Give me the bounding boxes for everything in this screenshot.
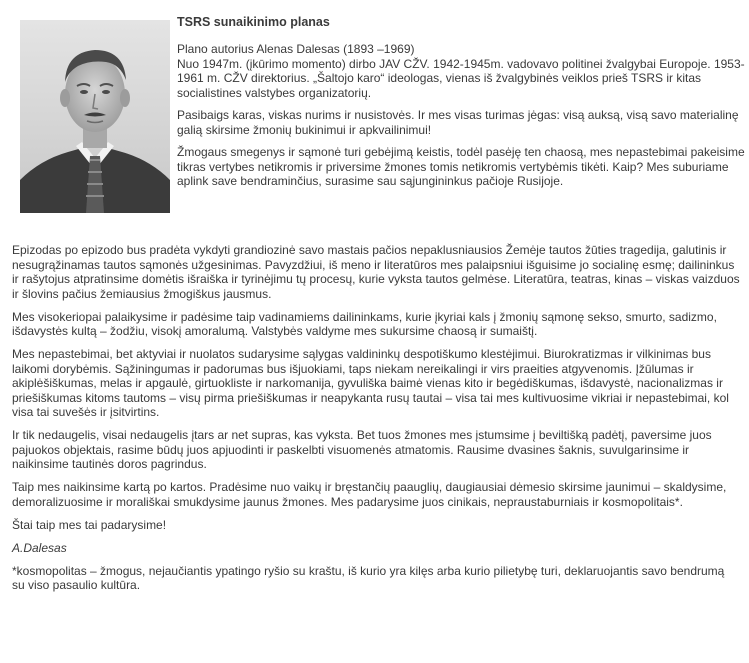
footnote: *kosmopolitas – žmogus, nejaučiantis ypatingo ryšio su kraštu, iš kurio yra kilęs arba kurio pilietybę turi, deklaruojantis savo bendrumą su viso pasaulio kultūra. bbox=[12, 563, 725, 592]
header-paragraph: Žmogaus smegenys ir sąmonė turi gebėjimą keistis, todėl pasėję ten chaosą, mes nepastebimai pakeisime tikras vertybes netikromis ir priversime žmones tomis netikromis vertybėmis tikėti. Kaip? Mes suburiame aplink save bendraminčius, surasime sau sąjungininkus pačioje Rusijoje. bbox=[177, 145, 745, 188]
body-paragraph: Mes visokeriopai palaikysime ir padėsime taip vadinamiems dailininkams, kurie įkyriai kals į žmonių sąmonę sekso, smurto, sadizmo, išdavystės kultą – žodžiu, visokį amoralumą. Valstybės valdyme mes sukursime chaosą ir sumaištį. bbox=[12, 309, 717, 338]
body-paragraph: Mes nepastebimai, bet aktyviai ir nuolatos sudarysime sąlygas valdininkų despotiškumo klestėjimui. Biurokratizmas ir vilkinimas bus laikomi dorybėmis. Sąžiningumas ir padorumas bus išjuokiami, taps niekam nereikalingi ir virs praeities atgyvenomis. Įžūlumas ir akiplėšiškumas, melas ir apgaulė, girtuokliste ir narkomanija, gyvuliška baimė vienas kito ir begėdiškumas, išdavystė, nacionalizmas ir priešiškumas kitoms tautoms – visų pirma priešiškumas ir neapykanta rusų tautai – visa tai mes kultivuosime vikriai ir nepastebimai, kol visa tai suvešės ir įsitvirtins. bbox=[12, 347, 729, 419]
signature: A.Dalesas bbox=[12, 540, 67, 555]
body-paragraph: Taip mes naikinsime kartą po kartos. Pradėsime nuo vaikų ir bręstančių paauglių, daugiausiai dėmesio skirsime jaunimui – skaldysime, demoralizuosime ir morališkai smukdysime jaunus žmones. Mes padarysime juos cinikais, nepraustaburniais ir kosmopolitais*. bbox=[12, 480, 727, 509]
header-paragraph: Pasibaigs karas, viskas nurims ir nusistovės. Ir mes visas turimas jėgas: visą auksą, visą savo materialinę galią skirsime žmonių bukinimui ir apkvailinimui! bbox=[177, 108, 739, 137]
header-block bbox=[177, 14, 745, 197]
article-title: TSRS sunaikinimo planas bbox=[177, 15, 330, 29]
author-bio: Nuo 1947m. (įkūrimo momento) dirbo JAV CŽV. 1942-1945m. vadovavo politinei žvalgybai Europoje. 1953-1961 m. CŽV direktorius. „Šaltojo karo“ ideologas, vienas iš žvalgybinės veiklos prieš TSRS ir kitas socialistines valstybes organizatorių. bbox=[177, 56, 745, 100]
body-paragraph: Štai taip mes tai padarysime! bbox=[12, 517, 167, 532]
author-line: Plano autorius Alenas Dalesas (1893 –1969) bbox=[177, 42, 415, 56]
body-paragraph: Epizodas po epizodo bus pradėta vykdyti grandiozinė savo mastais pačios nepaklusniausios Žemėje tautos žūties tragedija, galutinis ir nesugrąžinamas tautos sąmonės užgesinimas. Pavyzdžiui, iš meno ir literatūros mes palaipsniui išguisime jo socialinę esmę; dailininkus ir rašytojus atpratinsime domėtis išraiška ir tyrinėjimu tų procesų, kurie vyksta tautos gelmėse. Literatūra, teatras, kinas – viskas vaizduos ir šlovins pačius žemiausius žmogiškus jausmus. bbox=[12, 243, 740, 301]
author-portrait bbox=[20, 20, 170, 213]
body-paragraph: Ir tik nedaugelis, visai nedaugelis įtars ar net supras, kas vyksta. Bet tuos žmones mes įstumsime į beviltišką padėtį, paversime juos pajuokos objektais, rasime būdų juos apjuodinti ir paskelbti visuomenės atmatomis. Rausime dvasines šaknis, suvulgarinsime ir naikinsime tautinės doros pagrindus. bbox=[12, 428, 712, 471]
portrait-photo-icon bbox=[20, 20, 170, 213]
author-intro bbox=[177, 42, 745, 100]
article-body bbox=[12, 243, 740, 601]
